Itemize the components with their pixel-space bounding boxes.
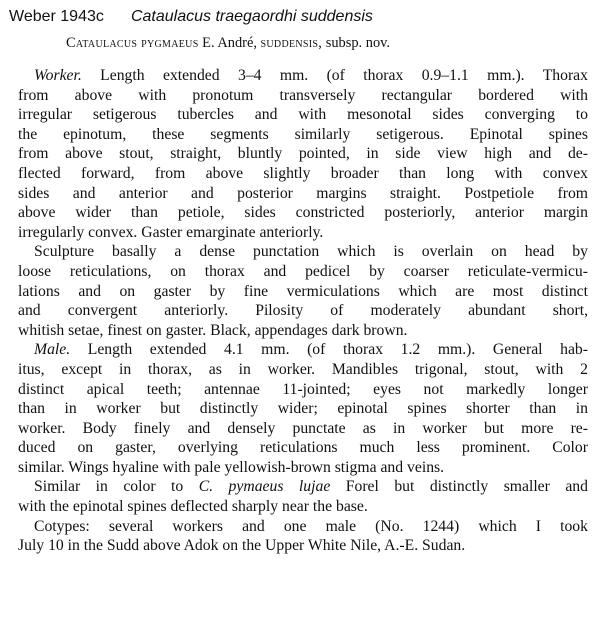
text-line: above wider than petiole, sides constricted posteriorly, anterior margin	[18, 204, 588, 222]
text-line: from above with pronotum transversely rectangular bordered with	[18, 86, 588, 104]
text-line: loose reticulations, on thorax and pedicel by coarser reticulate-vermicu-	[18, 262, 588, 280]
taxon-status: subsp. nov.	[325, 35, 390, 51]
text-line: Sculpture basally a dense punctation which is overlain on head by	[34, 243, 588, 261]
taxon-authority: E. André,	[202, 35, 257, 51]
taxon-heading	[66, 35, 390, 52]
text-line: itus, except in thorax, as in worker. Mandibles trigonal, stout, with 2	[18, 360, 588, 378]
text-line: Worker. Length extended 3–4 mm. (of thorax 0.9–1.1 mm.). Thorax	[34, 67, 588, 84]
text-line: sides and anterior and posterior margins straight. Postpetiole from	[18, 184, 588, 202]
text-line: with the epinotal spines deflected sharply near the base.	[18, 498, 368, 516]
page-header	[9, 6, 373, 26]
text-line: the epinotum, these segments similarly setigerous. Epinotal spines	[18, 125, 588, 143]
worker-lead: Worker.	[34, 67, 82, 84]
species-name: Cataulacus traegaordhi suddensis	[130, 8, 373, 25]
text-line: irregular setigerous tubercles and with mesonotal sides converging to	[18, 106, 588, 124]
taxon-genus-species: Cataulacus pygmaeus	[66, 35, 199, 51]
text-line: worker. Body finely and densely punctate as in worker but more re-	[18, 419, 588, 437]
text-line: duced on gaster, overlying reticulations much less prominent. Color	[18, 439, 588, 457]
text-line: Similar in color to C. pymaeus lujae Forel but distinctly smaller and	[34, 478, 588, 496]
male-lead: Male.	[34, 341, 71, 359]
text-line: July 10 in the Sudd above Adok on the Upper White Nile, A.-E. Sudan.	[18, 537, 466, 555]
taxon-subspecies: suddensis,	[260, 35, 323, 51]
text-line: Cotypes: several workers and one male (No. 1244) which I took	[34, 517, 588, 535]
text-line: lations and on gaster by fine vermiculations which are most distinct	[18, 282, 588, 300]
comparison-taxon: C. pymaeus lujae	[198, 478, 331, 496]
author-year: Weber 1943c	[9, 8, 104, 25]
text-line: from above stout, straight, bluntly pointed, in side view high and de-	[18, 145, 588, 163]
text-line: flected forward, from above slightly broader than long with convex	[18, 164, 588, 182]
text-line: whitish setae, finest on gaster. Black, appendages dark brown.	[18, 321, 408, 339]
text-line: irregularly convex. Gaster emarginate anteriorly.	[18, 223, 324, 241]
text-line: similar. Wings hyaline with pale yellowish-brown stigma and veins.	[18, 458, 445, 476]
description-body	[18, 66, 588, 556]
text-line: and convergent anteriorly. Pilosity of moderately abundant short,	[18, 302, 588, 320]
text-line: distinct apical teeth; antennae 11-jointed; eyes not markedly longer	[18, 380, 588, 398]
text-line: Male. Length extended 4.1 mm. (of thorax 1.2 mm.). General hab-	[34, 341, 588, 359]
text-line: than in worker but distinctly wider; epinotal spines shorter than in	[18, 400, 588, 418]
